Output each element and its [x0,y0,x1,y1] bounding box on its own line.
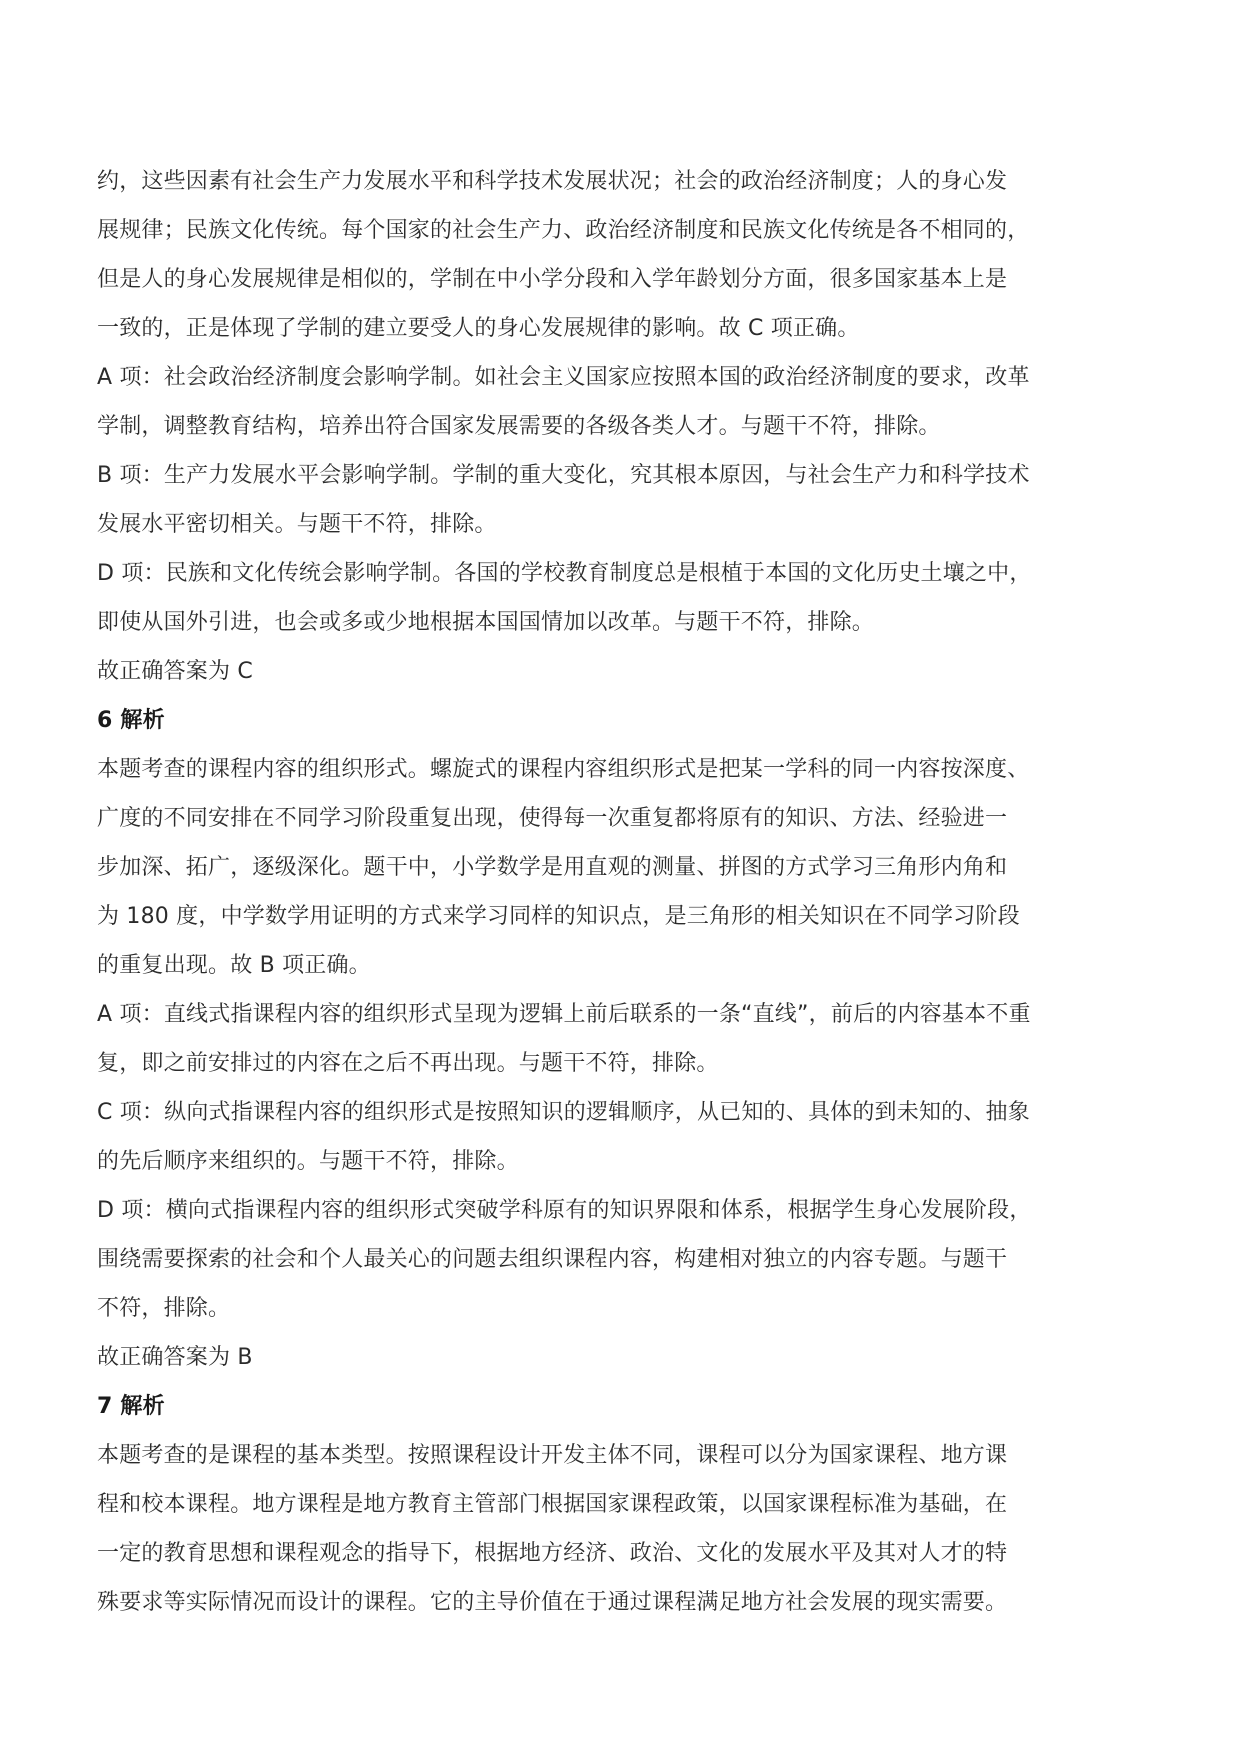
text-line: 围绕需要探索的社会和个人最关心的问题去组织课程内容，构建相对独立的内容专题。与题干 [97,1247,1008,1272]
text-line: 展规律；民族文化传统。每个国家的社会生产力、政治经济制度和民族文化传统是各不相同的， [97,218,1030,243]
text-line: 本题考查的课程内容的组织形式。螺旋式的课程内容组织形式是把某一学科的同一内容按深度、 [97,757,1030,782]
option-b-line: B 项：生产力发展水平会影响学制。学制的重大变化，究其根本原因，与社会生产力和科学技术 [97,463,1030,488]
text-line: 步加深、拓广，逐级深化。题干中，小学数学是用直观的测量、拼图的方式学习三角形内角和 [97,855,1008,880]
answer-line: 故正确答案为 B [97,1345,253,1370]
text-line: 即使从国外引进，也会或多或少地根据本国国情加以改革。与题干不符，排除。 [97,610,875,635]
text-line: 的重复出现。故 B 项正确。 [97,953,371,978]
text-line: 广度的不同安排在不同学习阶段重复出现，使得每一次重复都将原有的知识、方法、经验进一 [97,806,1008,831]
document-body [97,157,1157,1627]
answer-line: 故正确答案为 C [97,659,253,684]
option-a-line: A 项：直线式指课程内容的组织形式呈现为逻辑上前后联系的一条“直线”，前后的内容基本不重 [97,1002,1031,1027]
text-line: 不符，排除。 [97,1296,231,1321]
text-line: 本题考查的是课程的基本类型。按照课程设计开发主体不同，课程可以分为国家课程、地方课 [97,1443,1008,1468]
text-line: 的先后顺序来组织的。与题干不符，排除。 [97,1149,519,1174]
text-line: 学制，调整教育结构，培养出符合国家发展需要的各级各类人才。与题干不符，排除。 [97,414,941,439]
option-d-line: D 项：横向式指课程内容的组织形式突破学科原有的知识界限和体系，根据学生身心发展阶段， [97,1198,1032,1223]
text-line: 但是人的身心发展规律是相似的，学制在中小学分段和入学年龄划分方面，很多国家基本上是 [97,267,1008,292]
text-line: 殊要求等实际情况而设计的课程。它的主导价值在于通过课程满足地方社会发展的现实需要。 [97,1590,1008,1615]
section-heading: 6 解析 [97,708,165,733]
section-heading: 7 解析 [97,1394,165,1419]
text-line: 一致的，正是体现了学制的建立要受人的身心发展规律的影响。故 C 项正确。 [97,316,860,341]
text-line: 程和校本课程。地方课程是地方教育主管部门根据国家课程政策，以国家课程标准为基础，在 [97,1492,1008,1517]
option-a-line: A 项：社会政治经济制度会影响学制。如社会主义国家应按照本国的政治经济制度的要求，改革 [97,365,1030,390]
text-line: 约，这些因素有社会生产力发展水平和科学技术发展状况；社会的政治经济制度；人的身心发 [97,169,1008,194]
text-line: 一定的教育思想和课程观念的指导下，根据地方经济、政治、文化的发展水平及其对人才的特 [97,1541,1008,1566]
option-d-line: D 项：民族和文化传统会影响学制。各国的学校教育制度总是根植于本国的文化历史土壤之中， [97,561,1032,586]
text-line: 为 180 度，中学数学用证明的方式来学习同样的知识点，是三角形的相关知识在不同学习阶段 [97,904,1020,929]
text-line: 复，即之前安排过的内容在之后不再出现。与题干不符，排除。 [97,1051,719,1076]
option-c-line: C 项：纵向式指课程内容的组织形式是按照知识的逻辑顺序，从已知的、具体的到未知的、抽象 [97,1100,1030,1125]
text-line: 发展水平密切相关。与题干不符，排除。 [97,512,497,537]
